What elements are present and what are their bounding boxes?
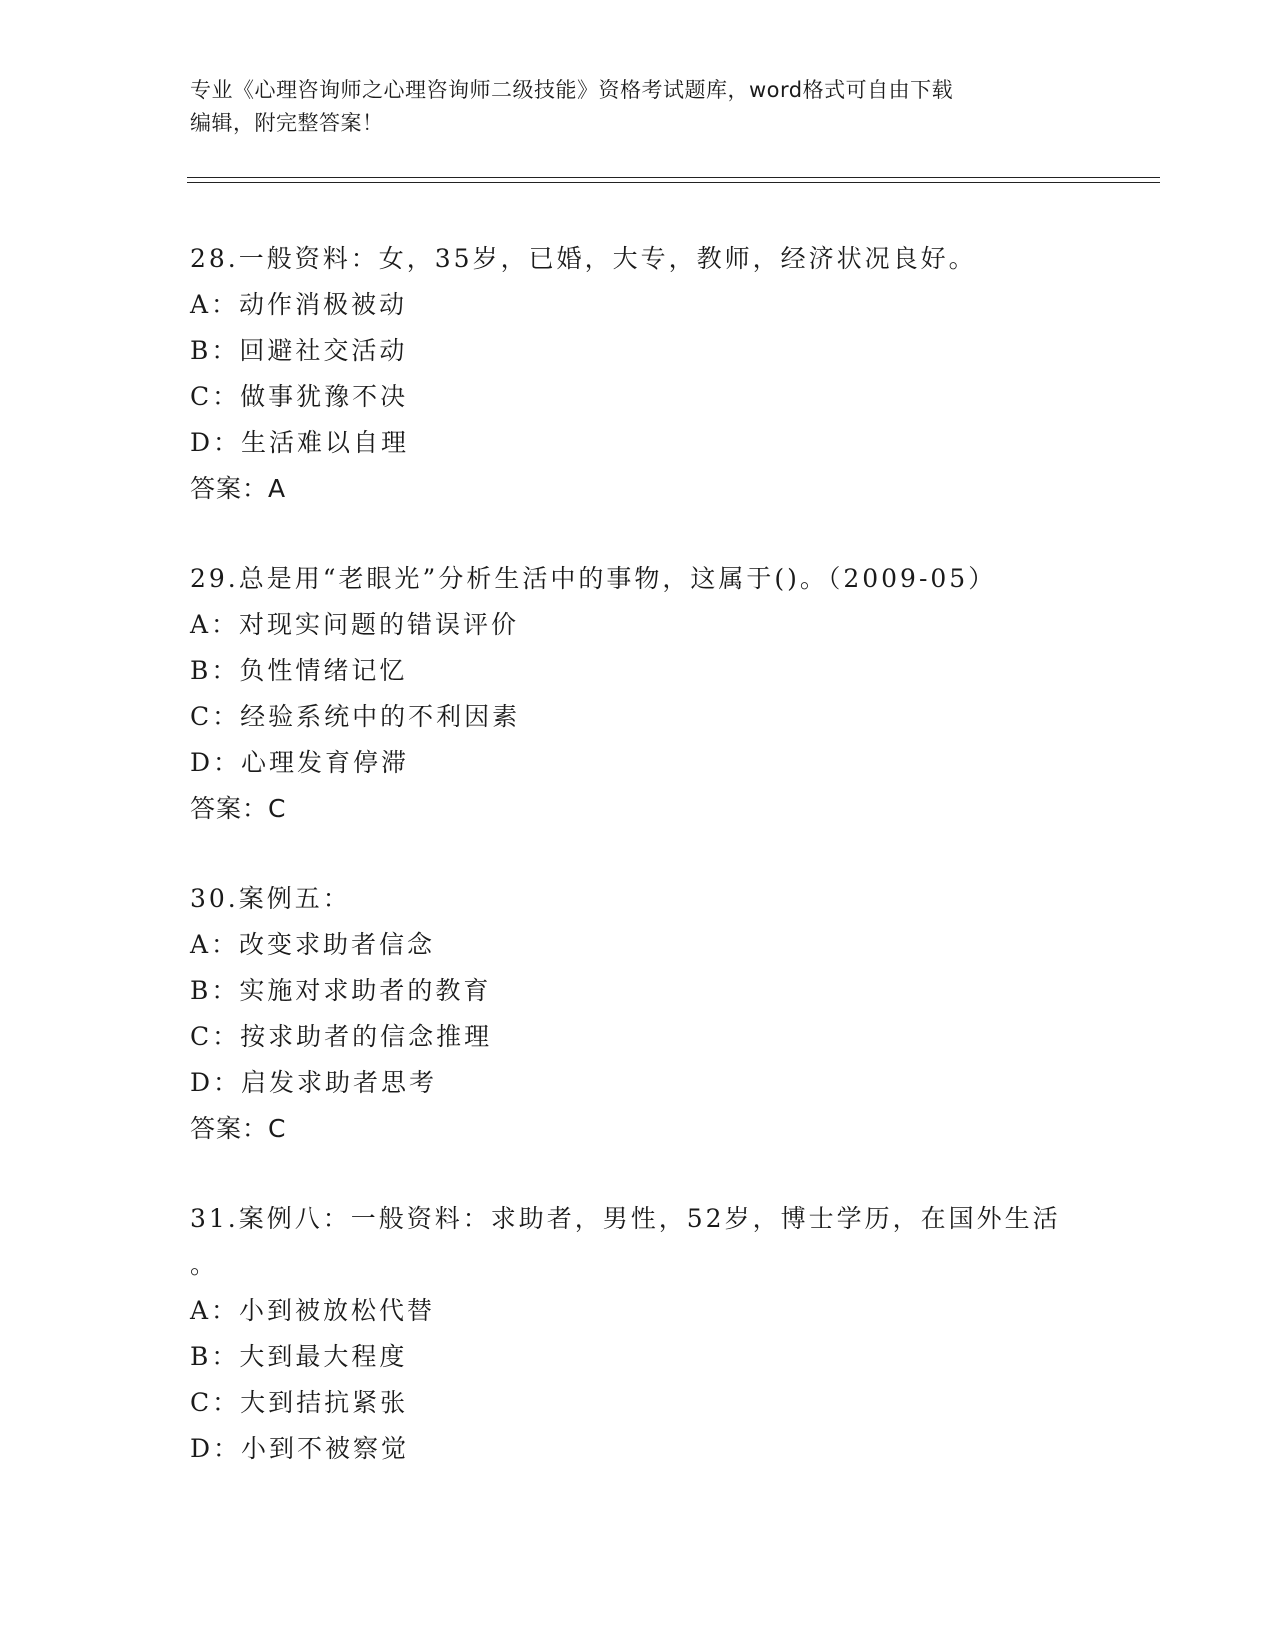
option-b: B：回避社交活动 [190,336,408,365]
option-c: C：按求助者的信念推理 [190,1022,493,1051]
question-title: 28.一般资料：女，35岁，已婚，大专，教师，经济状况良好。 [190,244,977,273]
question-title: 29.总是用“老眼光”分析生活中的事物，这属于()。（2009-05） [190,564,997,593]
option-a: A：改变求助者信念 [190,930,436,959]
option-d: D：小到不被察觉 [190,1434,410,1463]
option-d: D：心理发育停滞 [190,748,410,777]
question-28 [190,236,1100,512]
question-30 [190,876,1100,1152]
header-divider-top [187,177,1160,178]
option-c: C：经验系统中的不利因素 [190,702,521,731]
option-c: C：做事犹豫不决 [190,382,409,411]
header-line-2: 编辑，附完整答案！ [190,111,384,135]
option-b: B：负性情绪记忆 [190,656,408,685]
option-c: C：大到拮抗紧张 [190,1388,409,1417]
header-line-1: 专业《心理咨询师之心理咨询师二级技能》资格考试题库，word格式可自由下载 [190,78,954,102]
option-a: A：动作消极被动 [190,290,408,319]
header-divider-bottom [187,182,1160,183]
option-b: B：实施对求助者的教育 [190,976,492,1005]
question-title: 30.案例五： [190,884,351,913]
option-a: A：对现实问题的错误评价 [190,610,520,639]
option-b: B：大到最大程度 [190,1342,408,1371]
question-31 [190,1196,1100,1472]
option-a: A：小到被放松代替 [190,1296,436,1325]
option-d: D：生活难以自理 [190,428,410,457]
question-title: 31.案例八：一般资料：求助者，男性，52岁，博士学历，在国外生活 [190,1204,1061,1233]
answer: 答案：A [190,474,287,503]
answer: 答案：C [190,1114,287,1143]
option-d: D：启发求助者思考 [190,1068,438,1097]
document-header [190,74,1090,140]
question-title-continued: 。 [190,1250,219,1279]
answer: 答案：C [190,794,287,823]
question-29 [190,556,1100,832]
